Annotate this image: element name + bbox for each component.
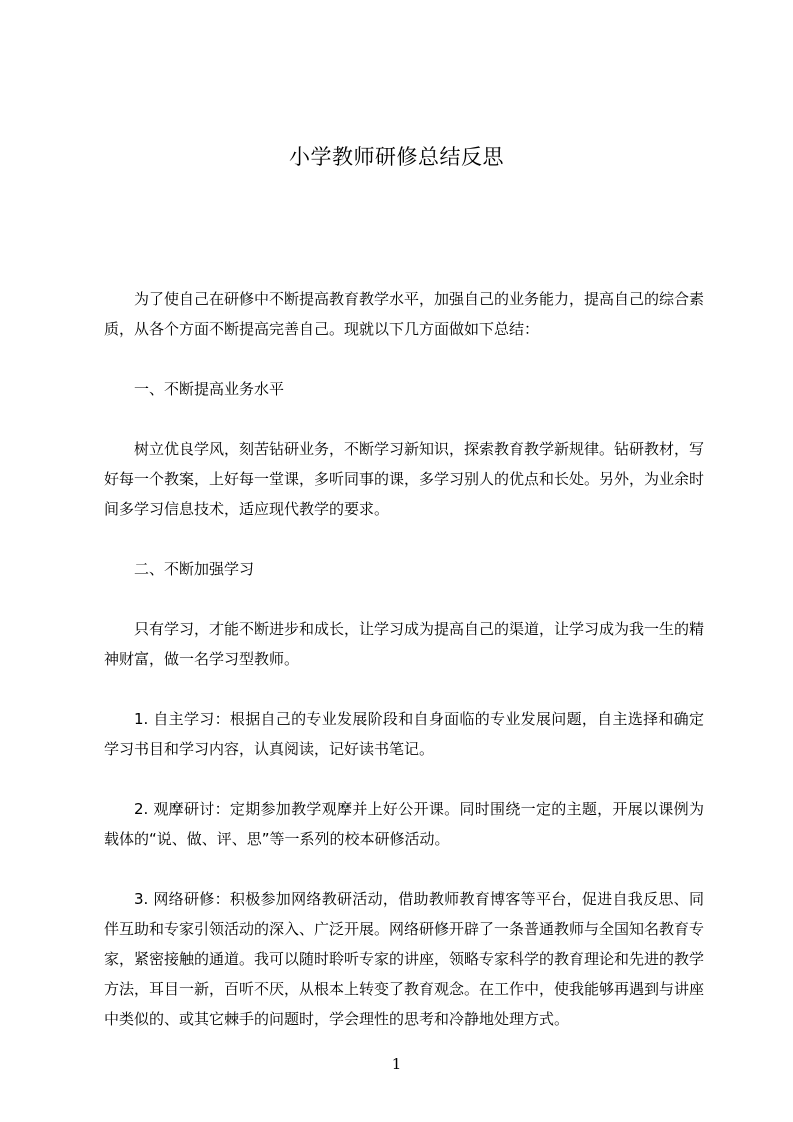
section-heading-2: 二、不断加强学习 [134, 560, 255, 578]
section-1-paragraph: 树立优良学风，刻苦钻研业务，不断学习新知识，探索教育教学新规律。钻研教材，写好每一个教案，上好每一堂课，多听同事的课，多学习别人的优点和长处。另外，为业余时间多学习信息技术，适应现代教学的要求。 [104, 440, 705, 518]
item-self-study: 1. 自主学习：根据自己的专业发展阶段和自身面临的专业发展问题，自主选择和确定学习书目和学习内容，认真阅读，记好读书笔记。 [104, 710, 704, 758]
item-observation: 2. 观摩研讨：定期参加教学观摩并上好公开课。同时围绕一定的主题，开展以课例为载体的“说、做、评、思”等一系列的校本研修活动。 [104, 800, 704, 848]
section-heading-1: 一、不断提高业务水平 [134, 380, 285, 398]
page-title: 小学教师研修总结反思 [289, 145, 504, 169]
intro-paragraph: 为了使自己在研修中不断提高教育教学水平，加强自己的业务能力，提高自己的综合素质，从各个方面不断提高完善自己。现就以下几方面做如下总结： [104, 290, 705, 338]
document-body [104, 284, 704, 1064]
section-2-paragraph: 只有学习，才能不断进步和成长，让学习成为提高自己的渠道，让学习成为我一生的精神财富，做一名学习型教师。 [104, 620, 705, 668]
item-online-study: 3. 网络研修：积极参加网络教研活动，借助教师教育博客等平台，促进自我反思、同伴互助和专家引领活动的深入、广泛开展。网络研修开辟了一条普通教师与全国知名教育专家，紧密接触的通道。我可以随时聆听专家的讲座，领略专家科学的教育理论和先进的教学方法，耳目一新，百听不厌，从根本上转变了教育观念。在工作中，使我能够再遇到与讲座中类似的、或其它棘手的问题时，学会理性的思考和冷静地处理方式。 [104, 890, 705, 1028]
page-number: 1 [391, 1055, 402, 1073]
